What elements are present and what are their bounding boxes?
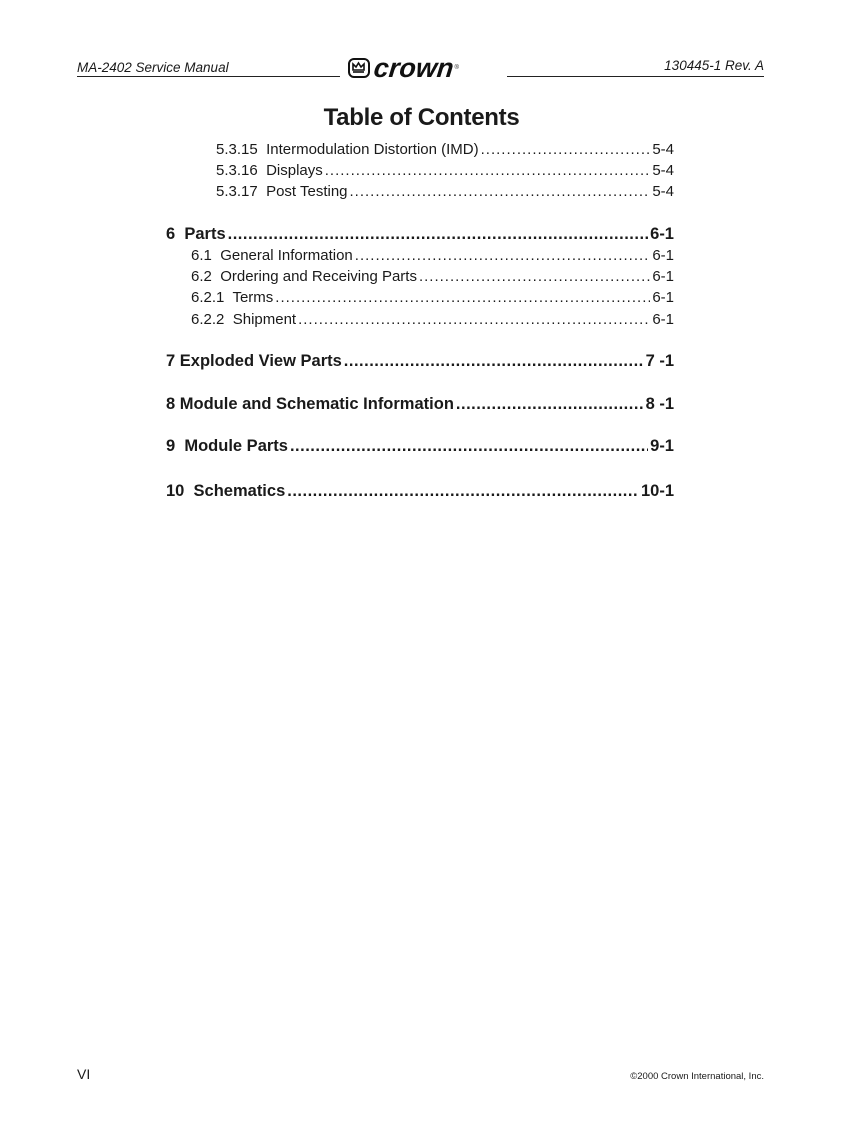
dot-leader — [298, 311, 650, 328]
toc-chapter[interactable] — [166, 437, 674, 456]
toc-page: 6-1 — [652, 311, 674, 328]
toc-number: 6.2 — [191, 268, 212, 285]
toc-page: 5-4 — [652, 141, 674, 158]
toc-chapter[interactable] — [166, 352, 674, 371]
toc-text: General Information — [220, 247, 353, 264]
toc-page: 10-1 — [640, 482, 674, 500]
toc-chapter[interactable] — [166, 482, 674, 501]
toc-page: 7 -1 — [645, 352, 674, 370]
toc-entry[interactable] — [191, 268, 674, 285]
toc-page: 6-1 — [652, 268, 674, 285]
toc-chapter[interactable] — [166, 395, 674, 414]
registered-mark: ® — [454, 65, 459, 71]
toc-text: Intermodulation Distortion (IMD) — [266, 141, 479, 158]
dot-leader — [350, 183, 651, 200]
toc-text: Exploded View Parts — [179, 352, 342, 370]
page-title: Table of Contents — [323, 104, 520, 131]
toc-text: Ordering and Receiving Parts — [220, 268, 417, 285]
dot-leader — [481, 141, 651, 158]
toc-page: 8 -1 — [645, 395, 674, 413]
crown-logo — [348, 55, 459, 81]
toc-chapter[interactable] — [166, 225, 674, 244]
toc-text: Shipment — [232, 311, 297, 328]
toc-page: 5-4 — [652, 162, 674, 179]
toc-number: 10 — [166, 482, 185, 500]
toc-page: 6-1 — [650, 225, 674, 243]
toc-entry[interactable] — [191, 311, 674, 328]
toc-entry[interactable] — [191, 247, 674, 264]
manual-title: MA-2402 Service Manual — [77, 60, 229, 75]
dot-leader — [275, 289, 650, 306]
brand-wordmark: crown — [372, 53, 456, 83]
dot-leader — [325, 162, 651, 179]
toc-page: 6-1 — [652, 247, 674, 264]
toc-text: Module and Schematic Information — [179, 395, 454, 413]
dot-leader — [344, 352, 644, 371]
dot-leader — [355, 247, 651, 264]
crown-badge-icon — [348, 58, 370, 78]
toc-page: 6-1 — [652, 289, 674, 306]
toc-entry[interactable] — [216, 183, 674, 200]
toc-number: 5.3.15 — [216, 141, 258, 158]
toc-number: 9 — [166, 437, 176, 455]
toc-entry[interactable] — [191, 289, 674, 306]
header-rule-right — [507, 76, 764, 77]
toc-text: Schematics — [193, 482, 286, 500]
toc-number: 6.2.1 — [191, 289, 225, 306]
copyright-notice: ©2000 Crown International, Inc. — [630, 1071, 764, 1082]
toc-number: 5.3.17 — [216, 183, 258, 200]
toc-number: 7 — [166, 352, 176, 370]
toc-number: 6 — [166, 225, 176, 243]
toc-page: 9-1 — [650, 437, 674, 455]
toc-number: 6.1 — [191, 247, 212, 264]
page-number: VI — [77, 1066, 91, 1082]
toc-entry[interactable] — [216, 162, 674, 179]
toc-text: Module Parts — [184, 437, 288, 455]
toc-text: Parts — [184, 225, 226, 243]
toc-text: Terms — [232, 289, 274, 306]
dot-leader — [456, 395, 644, 414]
document-number: 130445-1 Rev. A — [664, 58, 764, 73]
dot-leader — [419, 268, 650, 285]
toc-number: 6.2.2 — [191, 311, 225, 328]
toc-number: 8 — [166, 395, 176, 413]
toc-number: 5.3.16 — [216, 162, 258, 179]
toc-text: Displays — [266, 162, 323, 179]
dot-leader — [287, 482, 639, 501]
header-rule-left — [77, 76, 340, 77]
dot-leader — [290, 437, 648, 456]
dot-leader — [228, 225, 649, 244]
toc-entry[interactable] — [216, 141, 674, 158]
toc-text: Post Testing — [266, 183, 348, 200]
toc-page: 5-4 — [652, 183, 674, 200]
